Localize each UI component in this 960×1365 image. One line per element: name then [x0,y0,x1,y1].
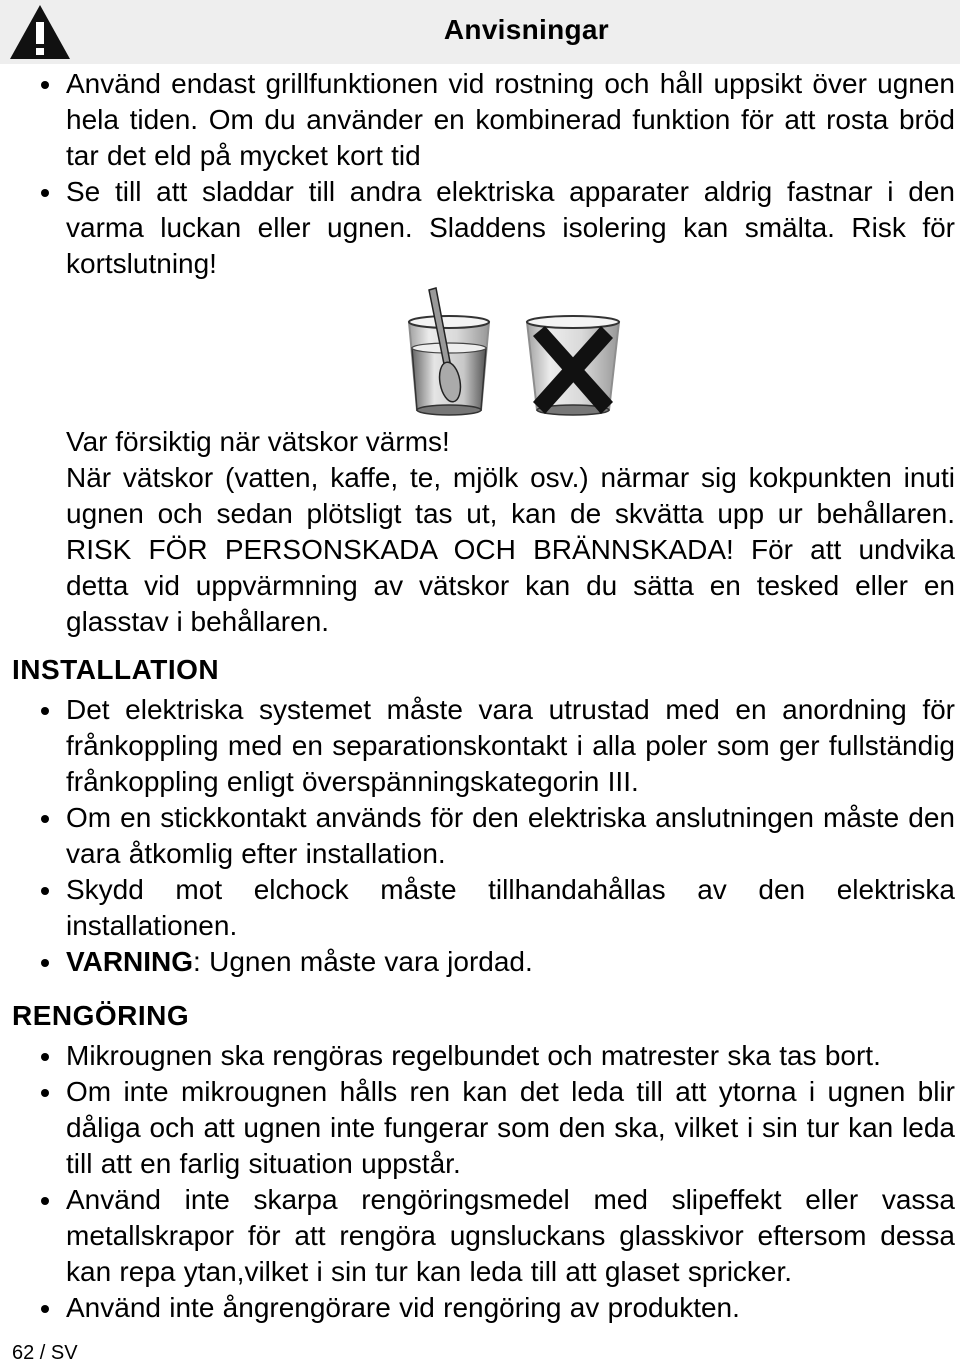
list-item: Om inte mikrougnen hålls ren kan det leda till att ytorna i ugnen blir dåliga och att ugnen inte fungerar som den ska, vilket i sin tur kan leda till att en farlig situation uppstår. [0,1074,960,1182]
warning-label: VARNING [66,946,194,977]
list-item: Skydd mot elchock måste tillhandahållas av den elektriska installationen. [0,872,960,944]
page-number: 62 / SV [12,1342,78,1364]
liquid-warning-heading: Var försiktig när vätskor värms! [66,426,450,457]
liquid-warning-body: När vätskor (vatten, kaffe, te, mjölk osv.) närmar sig kokpunkten inuti ugnen och sedan plötsligt tas ut, kan de skvätta upp ur behållaren. RISK FÖR PERSONSKADA OCH BRÄNNSKADA! För att undvika detta vid uppvärmning av vätskor kan du sätta en tesked eller en glasstav i behållaren. [66,462,955,637]
list-item: Mikrougnen ska rengöras regelbundet och matrester ska tas bort. [0,1038,960,1074]
list-item: Använd inte skarpa rengöringsmedel med slipeffekt eller vassa metallskrapor för att rengöra ugnsluckans glasskivor eftersom dessa kan repa ytan,vilket i sin tur kan leda till att glaset spricker. [0,1182,960,1290]
cleaning-heading: RENGÖRING [12,1000,190,1031]
cleaning-list [0,1038,960,1326]
list-item: Om en stickkontakt används för den elektriska anslutningen måste den vara åtkomlig efter installation. [0,800,960,872]
glass-with-spoon-icon [409,288,489,415]
warning-triangle-icon [8,2,72,62]
installation-list [0,692,960,980]
intro-list [0,66,960,282]
glass-crossed-out-icon [527,316,619,415]
liquid-warning [66,424,955,640]
installation-heading: INSTALLATION [12,654,220,685]
page-title: Anvisningar [443,14,609,45]
list-item: Se till att sladdar till andra elektriska apparater aldrig fastnar i den varma luckan eller ugnen. Sladdens isolering kan smälta. Risk för kortslutning! [0,174,960,282]
list-item: Använd endast grillfunktionen vid rostning och håll uppsikt över ugnen hela tiden. Om du använder en kombinerad funktion för att rosta bröd tar det eld på mycket kort tid [0,66,960,174]
list-item: Använd inte ångrengörare vid rengöring av produkten. [0,1290,960,1326]
warning-text: : Ugnen måste vara jordad. [193,946,533,977]
list-item: Det elektriska systemet måste vara utrustad med en anordning för frånkoppling med en separationskontakt i alla poler som ger fullständig frånkoppling enligt överspänningskategorin III. [0,692,960,800]
liquid-heating-illustration [395,282,623,418]
page-header [0,0,960,64]
list-item-warning [0,944,960,980]
